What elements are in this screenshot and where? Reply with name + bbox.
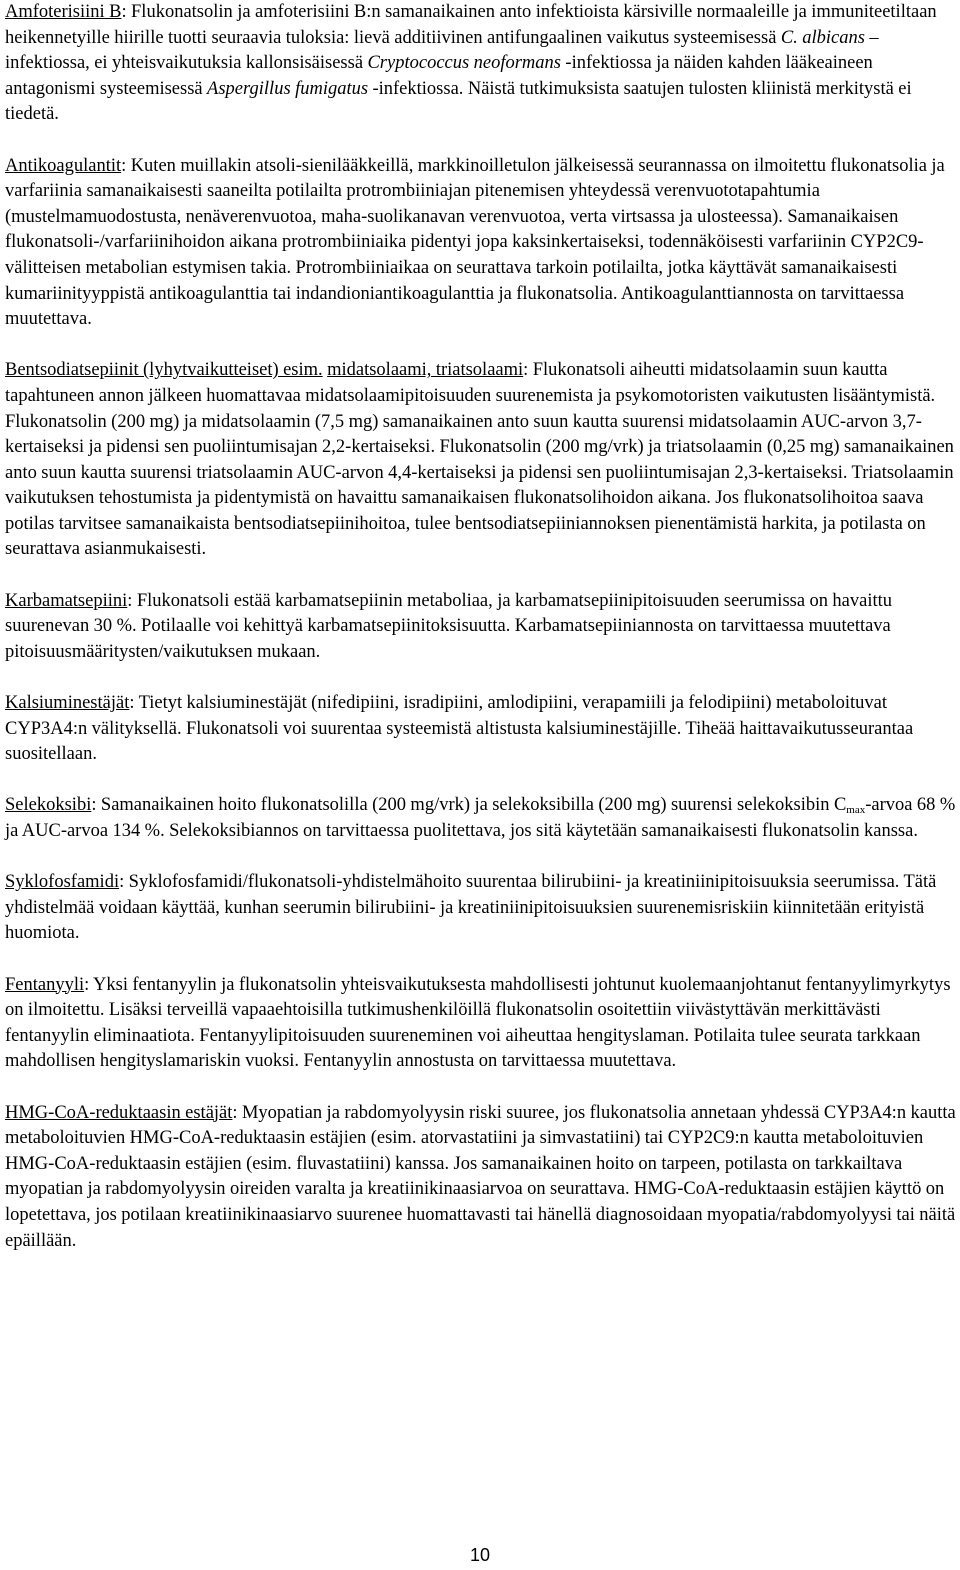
text-segment: : Yksi fentanyylin ja flukonatsolin yhteisvaikutuksesta mahdollisesti johtunut kuolemaanjohtanut fentanyylimyrkytys on ilmoitettu. Lisäksi terveillä vapaaehtoisilla tutkimushenkilöillä flukonatsolin osoitettiin viivästyttävän merkittävästi fentanyylin eliminaatiota. Fentanyylipitoisuuden suureneminen voi aiheuttaa hengityslaman. Potilaita tulee seurata tarkkaan mahdollisen hengityslamariskin vuoksi. Fentanyylin annostusta on tarvittaessa muutettava. xyxy=(5,974,951,1072)
italic-species: Aspergillus fumigatus xyxy=(207,78,369,99)
document-page xyxy=(5,0,957,1254)
paragraph-gap xyxy=(5,845,957,871)
text-segment: : Samanaikainen hoito flukonatsolilla (200 mg/vrk) ja selekoksibilla (200 mg) suurensi selekoksibin C xyxy=(91,795,847,816)
paragraph-amfoterisiini xyxy=(5,0,957,128)
text-segment: -arvoa 68 % ja AUC-arvoa 134 %. Selekoksibiannos on tarvittaessa puolitettava, jos sitä käytetään samanaikaisesti flukonatsolin kanssa. xyxy=(5,795,956,841)
text-segment: : Myopatian ja rabdomyolyysin riski suuree, jos flukonatsolia annetaan yhdessä CYP3A4:n kautta metaboloituvien HMG-CoA-reduktaasin estäjien (esim. atorvastatiini ja simvastatiini) tai CYP2C9:n kautta metaboloituvien HMG-CoA-reduktaasin estäjien (esim. fluvastatiini) kanssa. Jos samanaikainen hoito on tarpeen, potilasta on tarkkailtava myopatian ja rabdomyolyysin oireiden varalta ja kreatiinikinaasiarvoa on seurattava. HMG-CoA-reduktaasin estäjien käyttö on lopetettava, jos potilaan kreatiinikinaasiarvo suurenee huomattavasti tai hänellä diagnosoidaan myopatia/rabdomyolyysi tai näitä epäillään. xyxy=(5,1102,956,1251)
text-segment: : Syklofosfamidi/flukonatsoli-yhdistelmähoito suurentaa bilirubiini- ja kreatiniinipitoisuuksia seerumissa. Tätä yhdistelmää voidaan käyttää, kunhan seerumin bilirubiini- ja kreatiniinipitoisuuksien suurenemisriskiin kiinnitetään erityistä huomiota. xyxy=(5,872,937,944)
italic-species: Cryptococcus neoformans xyxy=(367,53,561,74)
heading-syklofosfamidi: Syklofosfamidi xyxy=(5,872,120,893)
paragraph-gap xyxy=(5,665,957,691)
paragraph-selekoksibi xyxy=(5,793,957,844)
paragraph-kalsiuminestajat xyxy=(5,691,957,768)
paragraph-hmg-coa xyxy=(5,1101,957,1255)
text-segment: : Flukonatsoli aiheutti midatsolaamin suun kautta tapahtuneen annon jälkeen huomattavaa midatsolaamipitoisuuden suurenemista ja psykomotoristen vaikutusten lisääntymistä. Flukonatsolin (200 mg) ja midatsolaamin (7,5 mg) samanaikainen anto suun kautta suurensi midatsolaamin AUC-arvon 3,7-kertaiseksi ja pidensi sen puoliintumisajan 2,2-kertaiseksi. Flukonatsolin (200 mg/vrk) ja triatsolaamin (0,25 mg) samanaikainen anto suun kautta suurensi triatsolaamin AUC-arvon 4,4-kertaiseksi ja pidensi sen puoliintumisajan 2,3-kertaiseksi. Triatsolaamin vaikutuksen tehostumista ja pidentymistä on havaittu samanaikaisen flukonatsolihoidon aikana. Jos flukonatsolihoitoa saava potilas tarvitsee samanaikaista bentsodiatsepiinihoitoa, tulee bentsodiatsepiiniannoksen pienentämistä harkita, ja potilasta on seurattava asianmukaisesti. xyxy=(5,360,954,560)
paragraph-karbamatsepiini xyxy=(5,589,957,666)
heading-bentsodiatsepiinit: Bentsodiatsepiinit (lyhytvaikutteiset) esim. xyxy=(5,360,323,381)
paragraph-antikoagulantit xyxy=(5,154,957,333)
paragraph-gap xyxy=(5,1075,957,1101)
heading-hmg-coa: HMG-CoA-reduktaasin estäjät xyxy=(5,1102,233,1123)
italic-species: C. albicans xyxy=(780,27,865,48)
text-segment: -infektiossa ja näiden kahden lääkeaineen antagonismi systeemisessä xyxy=(5,53,873,99)
text-segment: : Flukonatsolin ja amfoterisiini B:n samanaikainen anto infektioista kärsiville normaaleille ja immuniteetiltaan heikennetyille hiirille tuotti seuraavia tuloksia: lievä additiivinen antifungaalinen vaikutus systeemisessä xyxy=(5,2,937,48)
heading-amfoterisiini: Amfoterisiini B xyxy=(5,2,122,22)
paragraph-gap xyxy=(5,333,957,359)
paragraph-gap xyxy=(5,563,957,589)
heading-kalsiuminestajat: Kalsiuminestäjät xyxy=(5,693,130,714)
heading-fentanyyli: Fentanyyli xyxy=(5,974,85,995)
paragraph-bentsodiatsepiinit xyxy=(5,358,957,563)
heading-antikoagulantit: Antikoagulantit xyxy=(5,155,122,176)
text-segment: -infektiossa. Näistä tutkimuksista saatujen tulosten kliinistä merkitystä ei tiedetä. xyxy=(5,78,912,125)
paragraph-syklofosfamidi xyxy=(5,870,957,947)
paragraph-fentanyyli xyxy=(5,973,957,1075)
paragraph-gap xyxy=(5,768,957,794)
paragraph-gap xyxy=(5,947,957,973)
paragraph-gap xyxy=(5,128,957,154)
text-segment: –infektiossa, ei yhteisvaikutuksia kallonsisäisessä xyxy=(5,27,879,74)
page-number: 10 xyxy=(469,1545,491,1565)
subscript-max: max xyxy=(846,804,866,817)
text-segment: : Kuten muillakin atsoli-sienilääkkeillä, markkinoilletulon jälkeisessä seurannassa on ilmoitettu flukonatsolia ja varfariinia samanaikaisesti saaneilta potilailta protrombiiniajan pitenemisen yhteydessä verenvuototapahtumia (mustelmamuodostusta, nenäverenvuotoa, maha-suolikanavan verenvuotoa, verta virtsassa ja ulosteessa). Samanaikaisen flukonatsoli-/varfariinihoidon aikana protrombiiniaika pidentyi jopa kaksinkertaiseksi, todennäköisesti varfariinin CYP2C9-välitteisen metabolian estymisen takia. Protrombiiniaikaa on seurattava tarkoin potilailta, jotka käyttävät samanaikaisesti kumariinityyppistä antikoagulanttia tai indandioniantikoagulanttia ja flukonatsolia. Antikoagulanttiannosta on tarvittaessa muutettava. xyxy=(5,155,945,330)
heading-karbamatsepiini: Karbamatsepiini xyxy=(5,590,128,611)
heading-midatsolaami: midatsolaami, triatsolaami xyxy=(327,360,524,381)
heading-selekoksibi: Selekoksibi xyxy=(5,795,92,816)
text-segment: : Flukonatsoli estää karbamatsepiinin metaboliaa, ja karbamatsepiinipitoisuuden seerumissa on havaittu suurenevan 30 %. Potilaalle voi kehittyä karbamatsepiinitoksisuutta. Karbamatsepiiniannosta on tarvittaessa muutettava pitoisuusmääritysten/vaikutuksen mukaan. xyxy=(5,590,892,662)
text-segment: : Tietyt kalsiuminestäjät (nifedipiini, isradipiini, amlodipiini, verapamiili ja felodipiini) metaboloituvat CYP3A4:n välityksellä. Flukonatsoli voi suurentaa systeemistä altistusta kalsiuminestäjille. Tiheää haittavaikutusseurantaa suositellaan. xyxy=(5,693,914,765)
